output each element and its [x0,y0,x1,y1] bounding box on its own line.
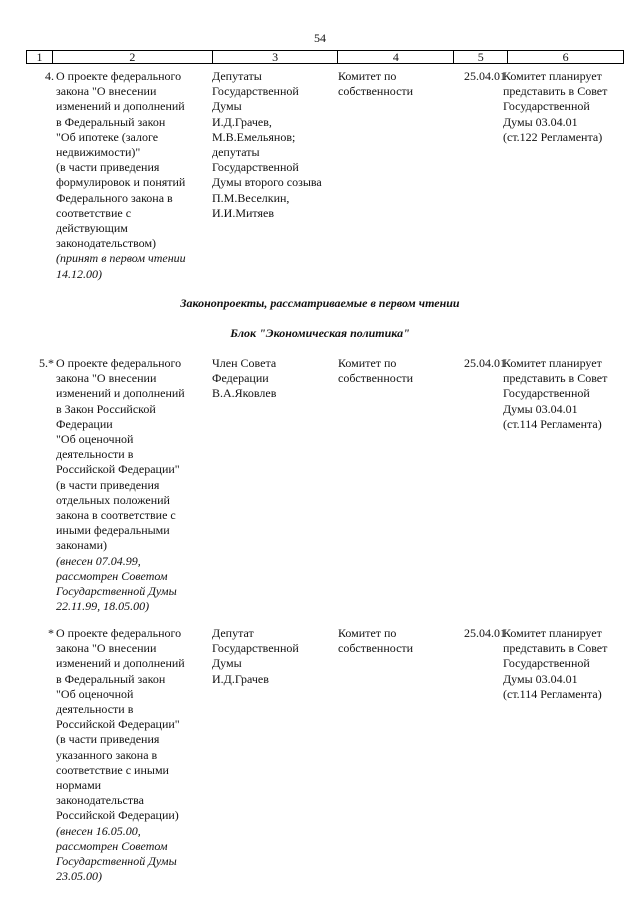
status-note-line: (внесен 07.04.99, [56,553,141,568]
entry-number: * [48,626,54,640]
committee-plan [503,356,625,432]
text-line: изменений и дополнений [56,99,185,114]
text-line: законодательства [56,793,144,808]
text-line: Комитет по [338,69,397,83]
text-line: Комитет планирует [503,69,602,83]
deadline-date: 25.04.01 [464,356,506,370]
text-line: О проекте федерального [56,626,182,640]
text-line: И.И.Митяев [212,205,275,220]
text-line: М.В.Емельянов; [212,129,296,144]
entry-number: 5.* [39,356,54,370]
bill-authors [212,69,337,221]
text-line: в Закон Российской [56,401,156,416]
text-line: Государственной [212,641,299,656]
text-line: закона "О внесении [56,84,157,99]
text-line: Государственной [212,160,299,175]
text-line: деятельности в [56,447,134,462]
text-line: Федерации [212,371,269,386]
text-line: в Федеральный закон [56,114,166,129]
text-line: (в части приведения [56,477,160,492]
status-note-line: (принят в первом чтении [56,251,186,266]
text-line: Государственной [212,84,299,99]
text-line: собственности [338,641,414,656]
text-line: (ст.122 Регламента) [503,129,603,144]
bill-authors [212,626,337,687]
text-line: представить в Совет [503,371,608,386]
text-line: соответствие с иными [56,762,169,777]
text-line: законодательством) [56,236,157,251]
text-line: Думы второго созыва [212,175,322,190]
column-header-table [26,50,624,64]
text-line: Комитет по [338,356,397,370]
committee-plan [503,69,625,145]
text-line: указанного закона в [56,747,158,762]
deadline-date: 25.04.01 [464,69,506,83]
text-line: Комитет планирует [503,626,602,640]
status-note-line: 14.12.00) [56,266,102,281]
text-line: законами) [56,538,108,553]
page-number: 54 [314,31,326,45]
text-line: закона "О внесении [56,371,157,386]
text-line: (ст.114 Регламента) [503,416,602,431]
text-line: Федерального закона в [56,190,173,205]
text-line: (ст.114 Регламента) [503,686,602,701]
deadline-date: 25.04.01 [464,626,506,640]
text-line: Думы 03.04.01 [503,114,578,129]
text-line: Думы 03.04.01 [503,401,578,416]
status-note-line: 22.11.99, 18.05.00) [56,599,150,614]
text-line: В.А.Яковлев [212,386,277,401]
text-line: недвижимости)" [56,145,141,160]
text-line: отдельных положений [56,492,170,507]
text-line: соответствие с [56,205,132,220]
text-line: Член Совета [212,356,277,370]
column-header: 1 [27,51,53,64]
text-line: Российской Федерации" [56,717,180,732]
text-line: деятельности в [56,702,134,717]
text-line: закона "О внесении [56,641,157,656]
text-line: представить в Совет [503,84,608,99]
status-note-line: (внесен 16.05.00, [56,823,141,838]
responsible-committee [338,356,448,386]
text-line: действующим [56,221,128,236]
status-note-line: рассмотрен Советом [56,838,168,853]
entry-number: 4. [45,69,54,83]
text-line: Российской Федерации) [56,808,179,823]
text-line: Федерации [56,416,113,431]
text-line: собственности [338,84,414,99]
column-header-row [27,51,624,64]
text-line: Думы [212,656,242,671]
responsible-committee [338,626,448,656]
text-line: Государственной [503,656,590,671]
text-line: нормами [56,778,102,793]
bill-title [56,356,206,614]
column-header: 5 [454,51,508,64]
text-line: формулировок и понятий [56,175,186,190]
column-header: 3 [212,51,338,64]
text-line: "Об оценочной [56,432,134,447]
status-note-line: 23.05.00) [56,869,102,884]
column-header: 6 [508,51,624,64]
text-line: Депутаты [212,69,262,83]
text-line: Российской Федерации" [56,462,180,477]
block-title: Блок "Экономическая политика" [230,326,410,340]
text-line: представить в Совет [503,641,608,656]
text-line: О проекте федерального [56,69,182,83]
text-line: Комитет по [338,626,397,640]
responsible-committee [338,69,448,99]
text-line: Думы 03.04.01 [503,671,578,686]
text-line: изменений и дополнений [56,386,185,401]
bill-authors [212,356,337,402]
text-line: И.Д.Грачев [212,671,269,686]
status-note-line: Государственной Думы [56,584,177,599]
text-line: И.Д.Грачев, [212,114,272,129]
column-header: 2 [52,51,212,64]
text-line: (в части приведения [56,160,160,175]
text-line: изменений и дополнений [56,656,185,671]
status-note-line: рассмотрен Советом [56,568,168,583]
bill-title [56,69,206,282]
text-line: "Об оценочной [56,686,134,701]
text-line: закона в соответствие с [56,508,176,523]
text-line: депутаты [212,145,260,160]
text-line: Депутат [212,626,254,640]
text-line: П.М.Веселкин, [212,190,290,205]
text-line: О проекте федерального [56,356,182,370]
text-line: (в части приведения [56,732,160,747]
text-line: Государственной [503,386,590,401]
text-line: Комитет планирует [503,356,602,370]
text-line: Думы [212,99,242,114]
status-note-line: Государственной Думы [56,854,177,869]
text-line: в Федеральный закон [56,671,166,686]
bill-title [56,626,206,884]
section-title: Законопроекты, рассматриваемые в первом чтении [180,296,460,310]
text-line: иными федеральными [56,523,170,538]
text-line: собственности [338,371,414,386]
column-header: 4 [338,51,454,64]
text-line: Государственной [503,99,590,114]
text-line: "Об ипотеке (залоге [56,129,159,144]
committee-plan [503,626,625,702]
